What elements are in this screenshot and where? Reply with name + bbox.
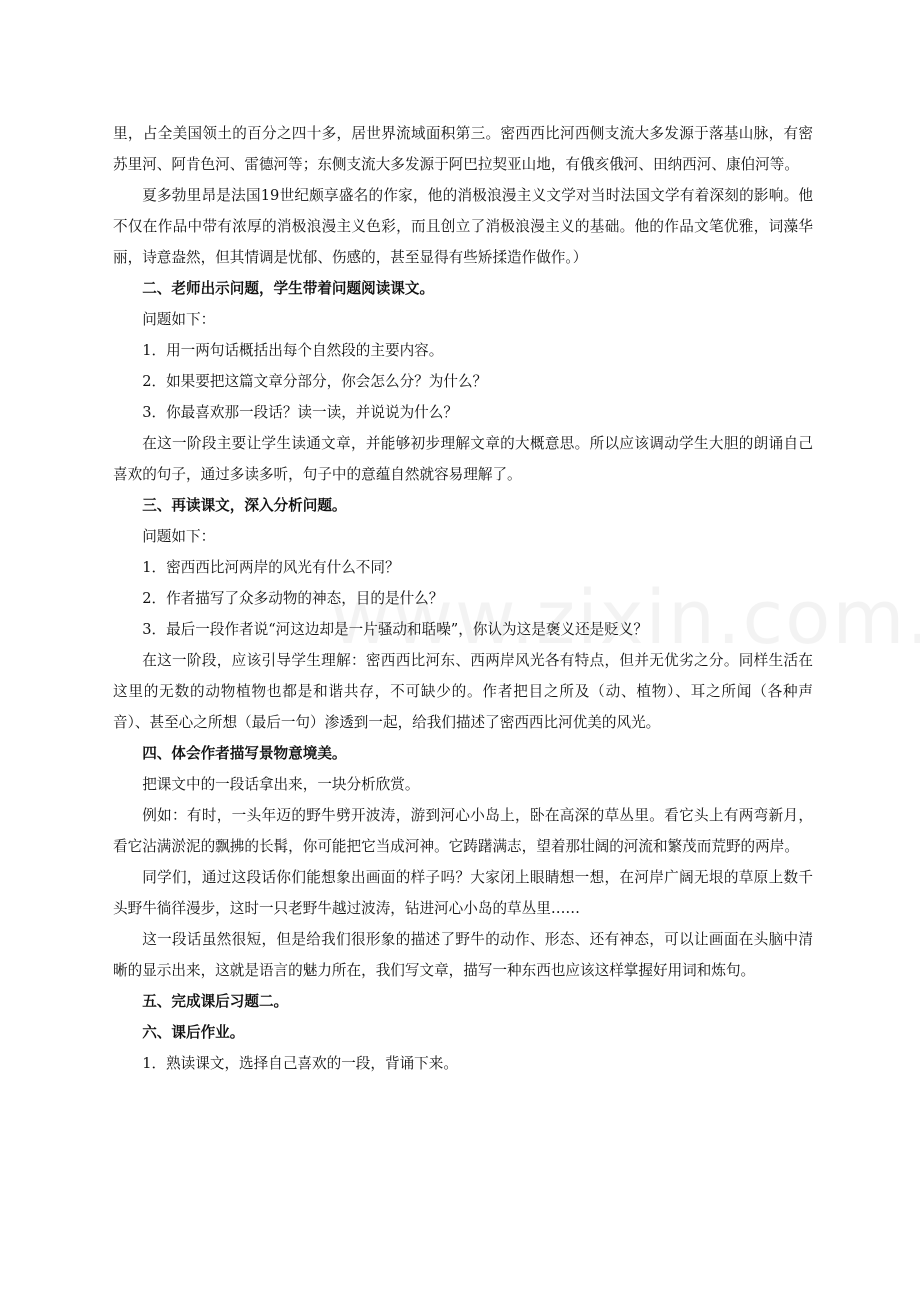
paragraph-stage-one: 在这一阶段主要让学生读通文章，并能够初步理解文章的大概意思。所以应该调动学生大胆的朗诵自己喜欢的句子，通过多读多听，句子中的意蕴自然就容易理解了。 bbox=[113, 435, 813, 483]
paragraph-example: 例如：有时，一头年迈的野牛劈开波涛，游到河心小岛上，卧在高深的草丛里。看它头上有两弯新月，看它沾满淤泥的飘拂的长髯，你可能把它当成河神。它踌躇满志，望着那壮阔的河流和繁茂而荒野的两岸。 bbox=[113, 807, 813, 855]
paragraph-river-tributaries: 里，占全美国领土的百分之四十多，居世界流域面积第三。密西西比河西侧支流大多发源于落基山脉，有密苏里河、阿肯色河、雷德河等；东侧支流大多发源于阿巴拉契亚山地，有俄亥俄河、田纳西河、康伯河等。 bbox=[113, 125, 813, 173]
paragraph-analysis-intro: 把课文中的一段话拿出来，一块分析欣赏。 bbox=[142, 776, 420, 793]
questions-label: 问题如下： bbox=[142, 311, 216, 328]
section-heading-4: 四、体会作者描写景物意境美。 bbox=[142, 745, 347, 762]
questions-label: 问题如下： bbox=[142, 528, 216, 545]
question-item: 3．你最喜欢那一段话？读一读，并说说为什么？ bbox=[142, 404, 458, 421]
question-item: 3．最后一段作者说“河这边却是一片骚动和聒噪”，你认为这是褒义还是贬义？ bbox=[142, 621, 648, 638]
question-item: 2．作者描写了众多动物的神态，目的是什么？ bbox=[142, 590, 444, 607]
section-heading-5: 五、完成课后习题二。 bbox=[142, 993, 289, 1010]
paragraph-stage-two: 在这一阶段，应该引导学生理解：密西西比河东、西两岸风光各有特点，但并无优劣之分。同样生活在这里的无数的动物植物也都是和谐共存，不可缺少的。作者把目之所及（动、植物）、耳之所闻（各种声音）、甚至心之所想（最后一句）渗透到一起，给我们描述了密西西比河优美的风光。 bbox=[113, 652, 813, 731]
document-body bbox=[113, 118, 813, 1079]
paragraph-language-charm: 这一段话虽然很短，但是给我们很形象的描述了野牛的动作、形态、还有神态，可以让画面在头脑中清晰的显示出来，这就是语言的魅力所在，我们写文章，描写一种东西也应该这样掌握好用词和炼句。 bbox=[113, 931, 813, 979]
question-item: 1．用一两句话概括出每个自然段的主要内容。 bbox=[142, 342, 444, 359]
question-item: 1．密西西比河两岸的风光有什么不同？ bbox=[142, 559, 400, 576]
section-heading-3: 三、再读课文，深入分析问题。 bbox=[142, 497, 347, 514]
homework-item: 1．熟读课文，选择自己喜欢的一段，背诵下来。 bbox=[142, 1055, 458, 1072]
paragraph-author-intro: 夏多勃里昂是法国19世纪颇享盛名的作家，他的消极浪漫主义文学对当时法国文学有着深刻的影响。他不仅在作品中带有浓厚的消极浪漫主义色彩，而且创立了消极浪漫主义的基础。他的作品文笔优雅，词藻华丽，诗意盎然，但其情调是忧郁、伤感的，甚至显得有些矫揉造作做作。） bbox=[113, 187, 813, 266]
paragraph-imagine: 同学们，通过这段话你们能想象出画面的样子吗？大家闭上眼睛想一想，在河岸广阔无垠的草原上数千头野牛徜徉漫步，这时一只老野牛越过波涛，钻进河心小岛的草丛里…… bbox=[113, 869, 813, 917]
section-heading-6: 六、课后作业。 bbox=[142, 1024, 245, 1041]
section-heading-2: 二、老师出示问题，学生带着问题阅读课文。 bbox=[142, 280, 435, 297]
question-item: 2．如果要把这篇文章分部分，你会怎么分？为什么？ bbox=[142, 373, 488, 390]
